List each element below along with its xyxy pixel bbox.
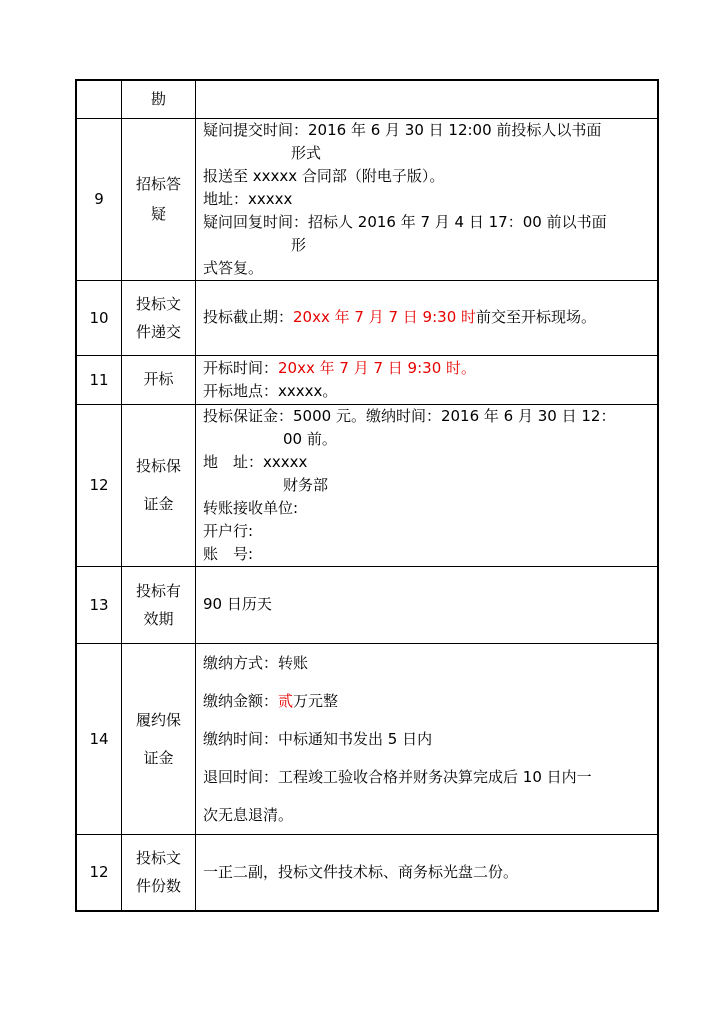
row-content [196,566,659,643]
row-content [196,355,659,404]
table-row [76,355,658,404]
content-line: 缴纳金额：贰万元整 [203,691,339,710]
content-line: 形式 [291,143,322,162]
content-line: 开标时间：20xx 年 7 月 7 日 9:30 时。 [203,358,477,377]
row-content [196,643,659,834]
table-row [76,80,658,118]
content-line: 疑问提交时间：2016 年 6 月 30 日 12:00 前投标人以书面 [203,120,602,139]
row-item: 勘 [122,80,196,118]
table-row [76,566,658,643]
row-item: 投标文 件递交 [122,280,196,355]
row-content [196,834,659,911]
content-line: 次无息退清。 [203,805,294,824]
row-content [196,118,659,280]
table-row [76,643,658,834]
bid-info-table [75,79,659,912]
content-line: 地址：xxxxx [203,189,293,208]
content-line: 疑问回复时间：招标人 2016 年 7 月 4 日 17：00 前以书面 [203,212,607,231]
table-row [76,404,658,566]
content-line: 投标截止期：20xx 年 7 月 7 日 9:30 时前交至开标现场。 [203,308,597,326]
content-line: 形 [291,235,307,254]
content-line: 账 号: [203,544,254,563]
content-line: 开户行: [203,521,254,540]
content-line: 报送至 xxxxx 合同部（附电子版）。 [203,166,445,185]
content-line: 投标保证金：5000 元。缴纳时间：2016 年 6 月 30 日 12： [203,406,616,425]
content-line: 开标地点：xxxxx。 [203,381,338,400]
row-item: 投标保 证金 [122,404,196,566]
row-number: 12 [76,404,122,566]
row-item: 投标有 效期 [122,566,196,643]
row-number: 12 [76,834,122,911]
row-content [196,280,659,355]
content-line: 地 址：xxxxx [203,452,308,471]
content-line: 一正二副，投标文件技术标、商务标光盘二份。 [203,862,519,881]
row-item: 招标答 疑 [122,118,196,280]
amount-highlight: 贰 [278,691,294,710]
content-line: 退回时间：工程竣工验收合格并财务决算完成后 10 日内一 [203,767,592,786]
content-line: 式答复。 [203,258,264,277]
row-content [196,404,659,566]
table-row [76,834,658,911]
table-row [76,280,658,355]
content-line: 财务部 [283,475,329,494]
row-number: 13 [76,566,122,643]
row-number [76,80,122,118]
row-number: 10 [76,280,122,355]
opening-time-highlight: 20xx 年 7 月 7 日 9:30 时。 [278,358,477,377]
deadline-highlight: 20xx 年 7 月 7 日 9:30 时 [293,308,477,326]
row-content [196,80,659,118]
row-number: 11 [76,355,122,404]
row-item: 履约保 证金 [122,643,196,834]
content-line: 00 前。 [283,429,337,448]
table-row [76,118,658,280]
row-number: 9 [76,118,122,280]
content-line: 90 日历天 [203,595,272,613]
row-number: 14 [76,643,122,834]
content-line: 缴纳方式：转账 [203,653,309,672]
content-line: 缴纳时间：中标通知书发出 5 日内 [203,729,433,748]
row-item: 开标 [122,355,196,404]
row-item: 投标文 件份数 [122,834,196,911]
content-line: 转账接收单位: [203,498,299,517]
